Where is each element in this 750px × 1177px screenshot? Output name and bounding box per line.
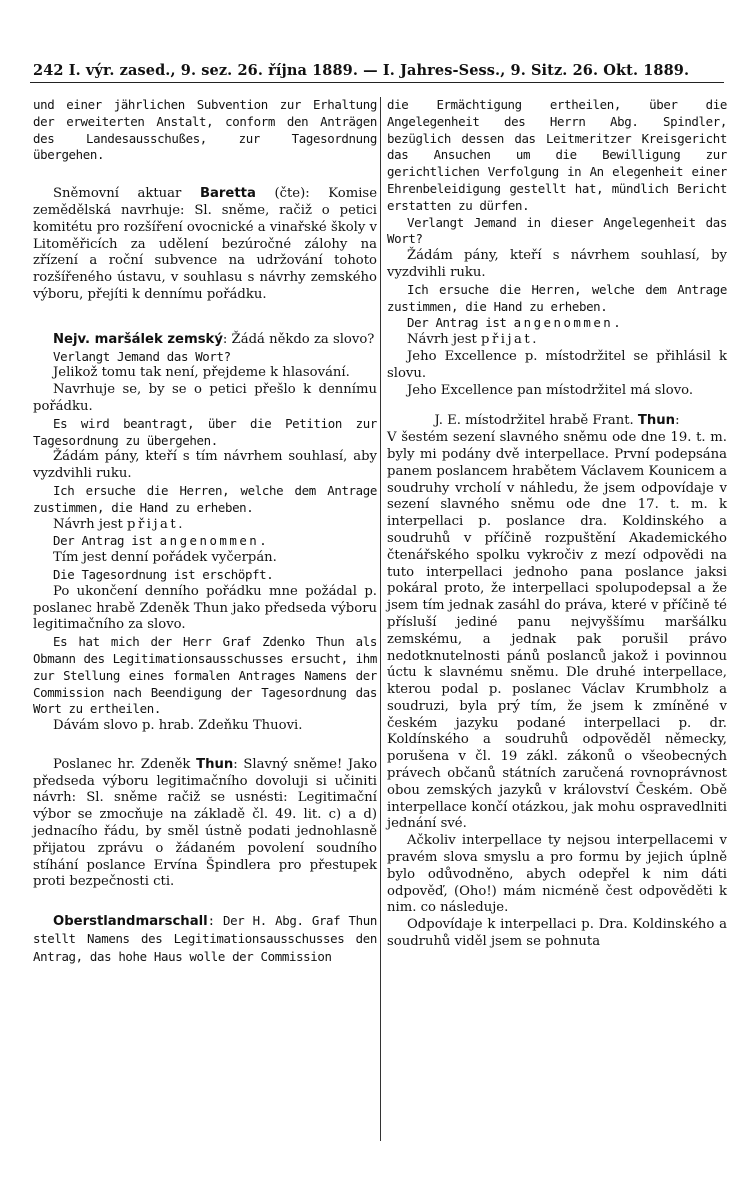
- paragraph: Es wird beantragt, über die Petition zur Tagesordnung zu übergehen.: [33, 415, 377, 448]
- right-column: [387, 97, 727, 951]
- paragraph: Nejv. maršálek zemský: Žádá někdo za slovo?: [53, 331, 375, 347]
- speaker-name: Nejv. maršálek zemský: [53, 331, 223, 347]
- paragraph: Oberstlandmarschall: Der H. Abg. Graf Thun stellt Namens des Legitimationsausschusses den Antrag, das hohe Haus wolle der Commission: [33, 913, 377, 964]
- paragraph: Po ukončení denního pořádku mne požádal p. poslanec hrabě Zdeněk Thun jako předseda výboru legitimačního za slovo.: [33, 583, 377, 633]
- page-header: 242 I. výr. zased., 9. sez. 26. října 1889. — I. Jahres-Sess., 9. Sitz. 26. Okt. 1889.: [33, 62, 690, 79]
- header-rule: [30, 82, 724, 83]
- paragraph: Ich ersuche die Herren, welche dem Antrage zustimmen, die Hand zu erheben.: [387, 281, 727, 314]
- paragraph: Žádám pány, kteří s tím návrhem souhlasí, aby vyzdvihli ruku.: [33, 449, 377, 482]
- paragraph: Der Antrag ist angenommen.: [407, 315, 624, 331]
- column-divider: [380, 97, 381, 1141]
- paragraph: Dávám slovo p. hrab. Zdeňku Thuovi.: [53, 718, 303, 734]
- paragraph: Verlangt Jemand das Wort?: [53, 348, 231, 364]
- paragraph: Navrhuje se, by se o petici přešlo k dennímu pořádku.: [33, 382, 377, 414]
- paragraph: Ačkoliv interpellace ty nejsou interpellacemi v pravém slova smyslu a pro formu by jejich úplně bylo odůvodněno, abych odepřel k nim dáti odpověď, (Oho!) mám nicméně čest odpověděti k nim. co následuje.: [387, 833, 727, 916]
- paragraph: Es hat mich der Herr Graf Zdenko Thun als Obmann des Legitimationsausschusses ersucht, ihm zur Stellung eines formalen Antrages Namens der Commission nach Beendigung der Tagesordnung das Wort zu ertheilen.: [33, 634, 377, 717]
- paragraph: Der Antrag ist angenommen.: [53, 533, 270, 549]
- speaker-name: Thun: [196, 756, 234, 772]
- paragraph: Odpovídaje k interpellaci p. Dra. Koldinského a soudruhů viděl jsem se pohnuta: [387, 917, 727, 950]
- paragraph: Poslanec hr. Zdeněk Thun: Slavný sněme! Jako předseda výboru legitimačního dovoluji si učiniti návrh: Sl. sněme račiž se usnésti: Legitimační výbor se zmocňuje na základě čl. 49. lit. c) a d) jednacího řádu, by směl ústně podati jednohlasně přijatou zprávu o žádaném povolení soudního stíhání poslance Ervína Špindlera pro přestupek proti bezpečnosti cti.: [33, 756, 378, 890]
- paragraph: Tím jest denní pořádek vyčerpán.: [53, 550, 277, 566]
- paragraph: die Ermächtigung ertheilen, über die Angelegenheit des Herrn Abg. Spindler, bezüglich dessen das Leitmeritzer Kreisgericht das Ansuchen um die Bewilligung zur gerichtlichen Verfolgung in An elegenheit einer Ehrenbeleidigung gestellt hat, mündlich Bericht erstatten zu dürfen.: [387, 97, 727, 213]
- paragraph: Jeho Excellence pan místodržitel má slovo.: [407, 382, 694, 398]
- paragraph: J. E. místodržitel hrabě Frant. Thun:: [434, 413, 680, 429]
- paragraph: Ich ersuche die Herren, welche dem Antrage zustimmen, die Hand zu erheben.: [33, 482, 377, 515]
- paragraph: Jeho Excellence p. místodržitel se přihlásil k slovu.: [387, 348, 727, 381]
- paragraph: Návrh jest přijat.: [407, 332, 539, 348]
- paragraph: Sněmovní aktuar Baretta (čte): Komise zemědělská navrhuje: Sl. sněme, račiž o petici komitétu pro rozšíření ovocnické a vinařské školy v Litoměřicích za udělení bezúročné zálohy na zřízení a roční subvence na udržování tohoto rozšířeného ústavu, v souhlasu s návrhy zemského výboru, přejíti k dennímu pořádku.: [33, 186, 378, 302]
- paragraph: Die Tagesordnung ist erschöpft.: [53, 566, 274, 582]
- paragraph: V šestém sezení slavného sněmu ode dne 19. t. m. byly mi podány dvě interpellace. První podepsána panem poslancem hrabětem Václavem Kounicem a soudruhy vrcholí v náhledu, že jsem odpovídaje v sezení slavného sněmu ode dne 17. t. m. k interpellaci p. poslance dra. Koldinského a soudruhů v příčině rozpuštění Akademického čtenářského spolku vykročiv z mezí odpovědi na tuto interpellaci jednoho pana poslance jaksi pokáral proto, že interpellaci spolupodepsal a že jsem tím jednak zasáhl do práva, které v příčině té přísluší jediné panu nejvyššímu maršálku zemskému, a jednak pak porušil právo nedotknutelnosti pánů poslanců jakož i povinnou úctu k slavnému sněmu. Dle druhé interpellace, kterou podal p. poslanec Václav Krumbholz a soudruzi, byla prý tím, že jsem k zmíněné v českém jazyku podané interpellaci p. dr. Koldínského a soudruhů odpověděl německy, porušena v čl. 19 zákl. zákonů o všeobecných právech občanů státních zaručená rovnoprávnost obou zemských jazyků v království Českém. Obě interpellace končí otázkou, jak mohu ospravedlniti jednání své.: [387, 430, 727, 832]
- speaker-name: Baretta: [199, 186, 256, 202]
- paragraph: Návrh jest přijat.: [53, 516, 185, 532]
- left-column: [33, 97, 377, 967]
- speaker-name: Thun: [637, 413, 676, 429]
- paragraph: Verlangt Jemand in dieser Angelegenheit das Wort?: [387, 214, 727, 247]
- paragraph: Jelikož tomu tak není, přejdeme k hlasování.: [53, 365, 350, 381]
- speaker-name: Oberstlandmarschall: [53, 914, 208, 930]
- paragraph: und einer jährlichen Subvention zur Erhaltung der erweiterten Anstalt, conform den Anträgen des Landesausschußes, zur Tagesordnung übergehen.: [33, 97, 377, 163]
- paragraph: Žádám pány, kteří s návrhem souhlasí, by vyzdvihli ruku.: [387, 248, 727, 280]
